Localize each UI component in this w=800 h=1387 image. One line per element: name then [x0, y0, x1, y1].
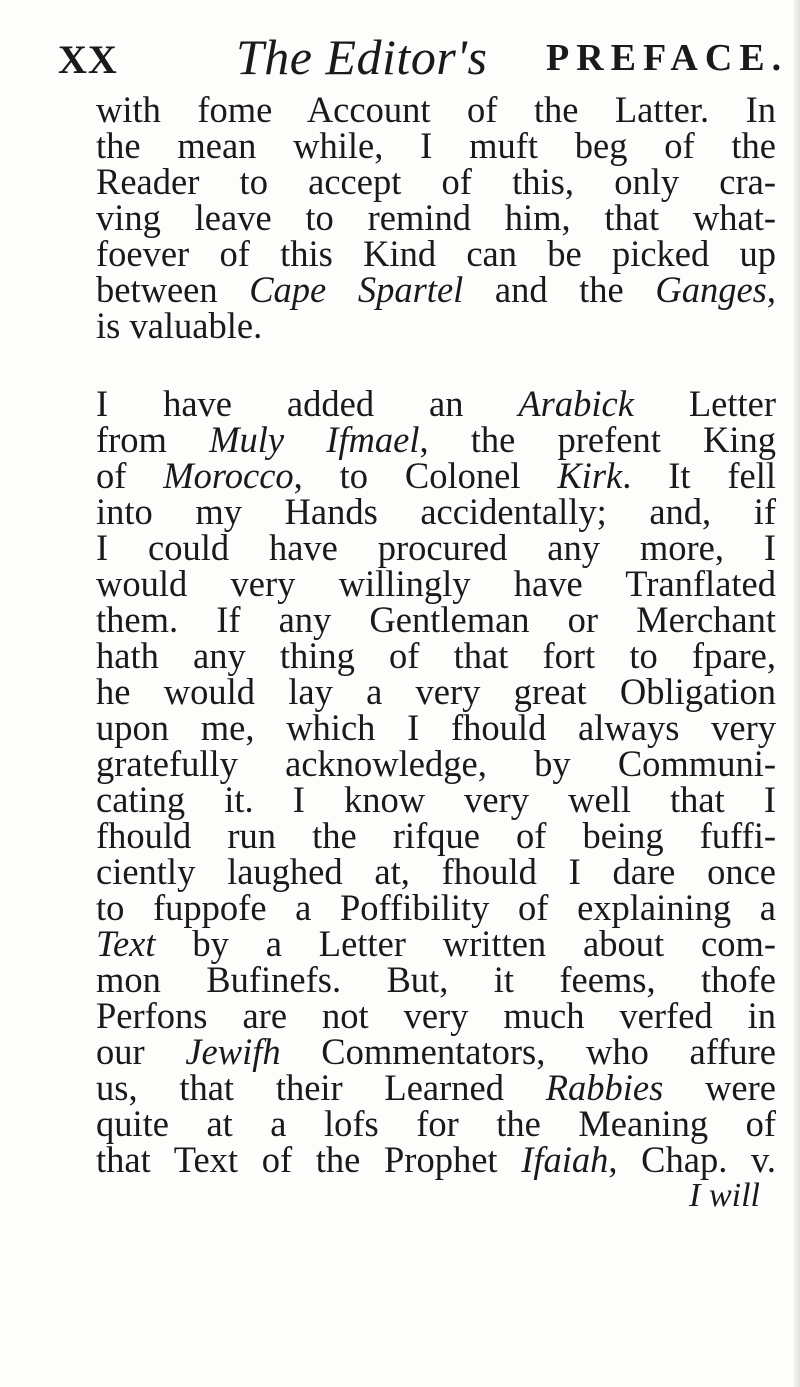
paragraph-gap — [96, 344, 776, 386]
text-line: cating it. I know very well that I — [96, 779, 776, 820]
text-line: fhould run the rifque of being fuffi- — [96, 815, 776, 856]
running-section: PREFACE. — [546, 37, 789, 79]
text-line: gratefully acknowledge, by Communi- — [96, 743, 776, 784]
text-line: that Text of the Prophet Ifaiah, Chap. v. — [96, 1139, 776, 1180]
text-line: from Muly Ifmael, the prefent King — [96, 419, 776, 460]
text-line: into my Hands accidentally; and, if — [96, 491, 776, 532]
text-line: ciently laughed at, fhould I dare once — [96, 851, 776, 892]
text-line: mon Bufinefs. But, it feems, thofe — [96, 959, 776, 1000]
text-line: Reader to accept of this, only cra- — [96, 161, 776, 202]
place-name: Morocco — [163, 455, 294, 496]
text-line: to fuppofe a Poffibility of explaining a — [96, 887, 776, 928]
text-line: foever of this Kind can be picked up — [96, 233, 776, 274]
text-line: them. If any Gentleman or Merchant — [96, 599, 776, 640]
text-line: between Cape Spartel and the Ganges, — [96, 269, 776, 310]
running-head — [58, 28, 789, 88]
page-number: XX — [58, 37, 118, 82]
text-line: the mean while, I muft beg of the — [96, 125, 776, 166]
text-line: with fome Account of the Latter. In — [96, 89, 776, 130]
text-line: is valuable. — [96, 305, 263, 346]
text-line: us, that their Learned Rabbies were — [96, 1067, 776, 1108]
text-line: he would lay a very great Obligation — [96, 671, 776, 712]
text-line: ving leave to remind him, that what- — [96, 197, 776, 238]
text-line: I could have procured any more, I — [96, 527, 776, 568]
person-name: Ifaiah — [521, 1139, 609, 1180]
person-name: Muly Ifmael — [209, 419, 420, 460]
text-line: would very willingly have Tranflated — [96, 563, 776, 604]
text-line: our Jewifh Commentators, who affure — [96, 1031, 777, 1072]
text-line: Text by a Letter written about com- — [96, 923, 776, 964]
catchword: I will — [689, 1177, 760, 1214]
paragraph-1 — [96, 89, 776, 346]
person-name: Kirk — [557, 455, 623, 496]
text-line: of Morocco, to Colonel Kirk. It fell — [96, 455, 777, 496]
text-line: upon me, which I fhould always very — [96, 707, 776, 748]
text-line: I have added an Arabick Letter — [96, 383, 776, 424]
place-name: Cape Spartel — [249, 269, 464, 310]
text-line: quite at a lofs for the Meaning of — [96, 1103, 776, 1144]
body-text — [96, 89, 777, 1214]
text-line: hath any thing of that fort to fpare, — [96, 635, 776, 676]
place-name: Ganges — [655, 269, 767, 310]
page-edge — [794, 0, 800, 1387]
paragraph-2 — [96, 383, 777, 1180]
text-line: Perfons are not very much verfed in — [96, 995, 776, 1036]
running-title: The Editor's — [236, 29, 488, 85]
